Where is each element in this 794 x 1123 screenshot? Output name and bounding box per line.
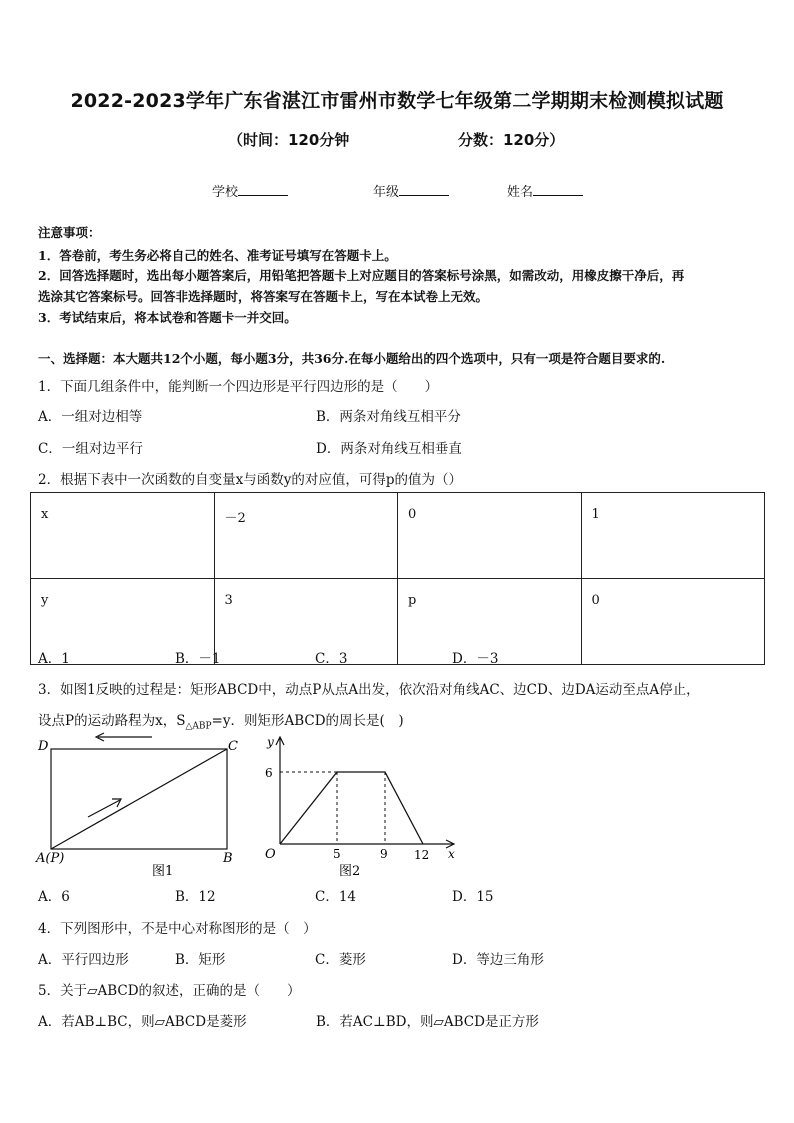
q3-option-c[interactable]: C．14: [315, 889, 357, 905]
q3-option-a[interactable]: A．6: [38, 889, 70, 905]
exam-score: 分数：120分）: [458, 131, 565, 149]
diagonal-ac: [51, 749, 227, 849]
exam-title: 2022-2023学年广东省湛江市雷州市数学七年级第二学期期末检测模拟试题: [70, 90, 724, 112]
question-1-stem: 1．下面几组条件中，能判断一个四边形是平行四边形的是（ ）: [38, 379, 439, 395]
label-c: C: [228, 739, 238, 754]
exam-time: （时间：120分钟: [228, 131, 350, 149]
q3-option-d[interactable]: D．15: [452, 889, 494, 905]
table-cell: x: [31, 493, 215, 579]
label-a-p: A(P): [36, 851, 65, 866]
figure-2-graph: [255, 732, 465, 878]
school-label: 学校: [212, 185, 239, 200]
table-cell: p: [398, 579, 582, 665]
question-2-stem: 2．根据下表中一次函数的自变量x与函数y的对应值，可得p的值为（）: [38, 472, 462, 488]
table-cell: y: [31, 579, 215, 665]
q4-option-b[interactable]: B．矩形: [175, 952, 226, 968]
question-5-stem: 5．关于▱ABCD的叙述，正确的是（ ）: [38, 983, 301, 999]
name-field[interactable]: [507, 181, 583, 200]
table-cell: 1: [581, 493, 765, 579]
school-field[interactable]: [212, 181, 288, 200]
table-cell: 0: [398, 493, 582, 579]
arrow-diagonal: [88, 800, 120, 817]
origin-label: O: [265, 847, 276, 862]
tick-6: 6: [265, 766, 273, 780]
table-row: [31, 579, 765, 665]
figure-1-caption: 图1: [152, 864, 174, 878]
tick-9: 9: [380, 847, 388, 861]
grade-label: 年级: [373, 185, 400, 200]
q1-option-a[interactable]: A．一组对边相等: [38, 409, 143, 425]
q3-option-b[interactable]: B．12: [175, 889, 216, 905]
q5-option-b[interactable]: B．若AC⊥BD，则▱ABCD是正方形: [316, 1014, 539, 1030]
figure-1-rectangle: [30, 728, 250, 878]
value-table: [30, 492, 765, 665]
section-heading: 一、选择题：本大题共12个小题，每小题3分，共36分.在每小题给出的四个选项中，只有一项是符合题目要求的.: [38, 351, 666, 366]
notice-item-1: 1．答卷前，考生务必将自己的姓名、准考证号填写在答题卡上。: [38, 248, 397, 263]
notice-item-2: 2．回答选择题时，选出每小题答案后，用铅笔把答题卡上对应题目的答案标号涂黑，如需改动，用橡皮擦干净后，再: [38, 268, 685, 283]
q5-option-a[interactable]: A．若AB⊥BC，则▱ABCD是菱形: [38, 1014, 247, 1030]
label-d: D: [38, 739, 49, 754]
label-b: B: [223, 851, 233, 866]
table-cell: －2: [214, 493, 398, 579]
notice-item-3: 3．考试结束后，将本试卷和答题卡一并交回。: [38, 310, 297, 325]
stem-part: 设点P的运动路程为x，S: [38, 713, 186, 729]
name-label: 姓名: [507, 185, 534, 200]
table-row: [31, 493, 765, 579]
q4-option-a[interactable]: A．平行四边形: [38, 952, 129, 968]
x-axis-label: x: [448, 847, 455, 861]
tick-12: 12: [414, 848, 430, 862]
q1-option-d[interactable]: D．两条对角线互相垂直: [316, 441, 462, 457]
table-cell: 0: [581, 579, 765, 665]
graph-polyline: [280, 772, 423, 844]
q2-option-d[interactable]: D．－3: [452, 651, 499, 667]
q1-option-b[interactable]: B．两条对角线互相平分: [316, 409, 461, 425]
question-4-stem: 4．下列图形中，不是中心对称图形的是（ ）: [38, 921, 317, 937]
table-cell: 3: [214, 579, 398, 665]
notice-heading: 注意事项：: [38, 225, 101, 240]
grade-blank[interactable]: [399, 183, 449, 196]
notice-item-2-cont: 选涂其它答案标号。回答非选择题时，将答案写在答题卡上，写在本试卷上无效。: [38, 289, 489, 304]
figure-2-caption: 图2: [339, 864, 361, 878]
q4-option-c[interactable]: C．菱形: [315, 952, 366, 968]
school-blank[interactable]: [238, 183, 288, 196]
grade-field[interactable]: [373, 181, 449, 200]
q2-option-a[interactable]: A．1: [38, 651, 70, 667]
q2-option-c[interactable]: C．3: [315, 651, 348, 667]
q2-option-b[interactable]: B．－1: [175, 651, 221, 667]
q1-option-c[interactable]: C．一组对边平行: [38, 441, 143, 457]
tick-5: 5: [333, 847, 341, 861]
q4-option-d[interactable]: D．等边三角形: [452, 952, 544, 968]
area-subscript: △ABP: [185, 721, 212, 732]
y-axis-label: y: [267, 735, 274, 749]
question-3-stem: 3．如图1反映的过程是：矩形ABCD中，动点P从点A出发，依次沿对角线AC、边CD、边DA运动至点A停止，: [38, 682, 700, 698]
name-blank[interactable]: [533, 183, 583, 196]
stem-part: =y．则矩形ABCD的周长是( ): [211, 713, 404, 729]
